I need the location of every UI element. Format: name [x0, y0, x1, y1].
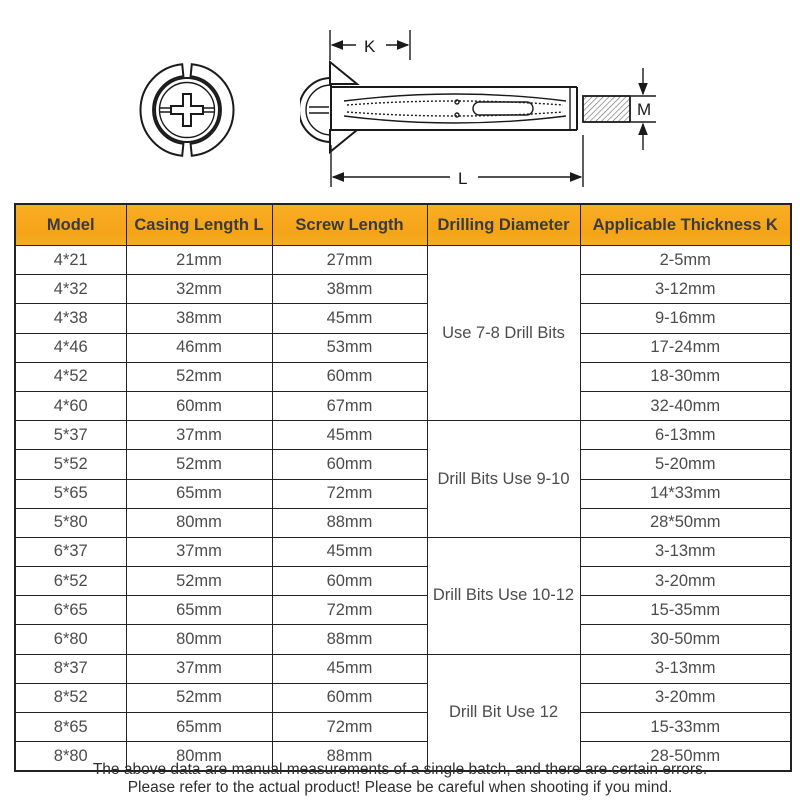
pivot-dot-bottom: [455, 113, 459, 117]
casing-length-cell: 37mm: [126, 654, 272, 683]
applicable-thickness-cell: 15-35mm: [580, 596, 791, 625]
table-row: [15, 304, 791, 333]
screw-length-cell: 88mm: [272, 742, 427, 772]
casing-length-cell: 52mm: [126, 450, 272, 479]
drilling-diameter-cell: Use 7-8 Drill Bits: [427, 246, 580, 421]
center-slot-oval: [473, 102, 533, 115]
front-view-diagram: [132, 55, 244, 167]
model-cell: 4*60: [15, 391, 126, 420]
screw-length-cell: 72mm: [272, 479, 427, 508]
applicable-thickness-cell: 9-16mm: [580, 304, 791, 333]
flange-bottom: [330, 130, 357, 152]
column-header-drilling-diameter: Drilling Diameter: [427, 204, 580, 246]
applicable-thickness-cell: 3-12mm: [580, 275, 791, 304]
casing-length-cell: 80mm: [126, 625, 272, 654]
drilling-diameter-cell: Drill Bits Use 10-12: [427, 537, 580, 654]
model-cell: 4*46: [15, 333, 126, 362]
table-header-row: [15, 204, 791, 246]
casing-length-cell: 65mm: [126, 479, 272, 508]
screw-length-cell: 53mm: [272, 333, 427, 362]
model-cell: 4*52: [15, 362, 126, 391]
applicable-thickness-cell: 28-50mm: [580, 742, 791, 772]
threaded-stub: [583, 96, 630, 122]
screw-length-cell: 60mm: [272, 567, 427, 596]
casing-length-cell: 21mm: [126, 246, 272, 275]
head-disc: [300, 78, 331, 142]
applicable-thickness-cell: 15-33mm: [580, 713, 791, 742]
casing-length-cell: 52mm: [126, 683, 272, 712]
flap-top-edge: [344, 94, 566, 101]
table-row: [15, 391, 791, 420]
table-row: [15, 537, 791, 566]
table-row: [15, 333, 791, 362]
applicable-thickness-cell: 17-24mm: [580, 333, 791, 362]
model-cell: 8*52: [15, 683, 126, 712]
table-row: [15, 246, 791, 275]
screw-length-cell: 72mm: [272, 596, 427, 625]
model-cell: 5*52: [15, 450, 126, 479]
model-cell: 5*80: [15, 508, 126, 537]
flange-top: [330, 62, 357, 84]
model-cell: 6*52: [15, 567, 126, 596]
casing-length-cell: 80mm: [126, 508, 272, 537]
footer-note: [0, 761, 800, 796]
column-header-casing-length: Casing Length L: [126, 204, 272, 246]
model-cell: 6*37: [15, 537, 126, 566]
applicable-thickness-cell: 3-13mm: [580, 654, 791, 683]
screw-length-cell: 45mm: [272, 304, 427, 333]
table-row: [15, 362, 791, 391]
screw-length-cell: 45mm: [272, 654, 427, 683]
applicable-thickness-cell: 6-13mm: [580, 421, 791, 450]
casing-length-cell: 65mm: [126, 713, 272, 742]
table-row: [15, 275, 791, 304]
casing-length-cell: 52mm: [126, 362, 272, 391]
drilling-diameter-cell: Drill Bit Use 12: [427, 654, 580, 771]
drilling-diameter-cell: Drill Bits Use 9-10: [427, 421, 580, 538]
column-header-model: Model: [15, 204, 126, 246]
casing-length-cell: 80mm: [126, 742, 272, 772]
table-row: [15, 567, 791, 596]
dimension-l: [331, 135, 583, 188]
anchor-front-view: [140, 64, 233, 156]
applicable-thickness-cell: 3-13mm: [580, 537, 791, 566]
casing-length-cell: 60mm: [126, 391, 272, 420]
casing-length-cell: 65mm: [126, 596, 272, 625]
spec-table: [14, 203, 792, 772]
model-cell: 8*37: [15, 654, 126, 683]
model-cell: 4*32: [15, 275, 126, 304]
applicable-thickness-cell: 14*33mm: [580, 479, 791, 508]
dim-label-m: M: [637, 100, 652, 119]
dim-label-k: K: [364, 37, 376, 56]
screw-length-cell: 88mm: [272, 508, 427, 537]
table-row: [15, 596, 791, 625]
dimension-k: [330, 30, 410, 60]
table-row: [15, 479, 791, 508]
screw-length-cell: 88mm: [272, 625, 427, 654]
column-header-applicable-thickness: Applicable Thickness K: [580, 204, 791, 246]
screw-length-cell: 45mm: [272, 421, 427, 450]
model-cell: 6*80: [15, 625, 126, 654]
applicable-thickness-cell: 5-20mm: [580, 450, 791, 479]
table-row: [15, 450, 791, 479]
screw-length-cell: 60mm: [272, 683, 427, 712]
column-header-screw-length: Screw Length: [272, 204, 427, 246]
flap-bottom-edge: [344, 116, 566, 123]
casing-length-cell: 37mm: [126, 421, 272, 450]
model-cell: 4*38: [15, 304, 126, 333]
applicable-thickness-cell: 30-50mm: [580, 625, 791, 654]
screw-length-cell: 45mm: [272, 537, 427, 566]
model-cell: 4*21: [15, 246, 126, 275]
screw-length-cell: 72mm: [272, 713, 427, 742]
casing-length-cell: 52mm: [126, 567, 272, 596]
anchor-side-view: [300, 62, 630, 152]
footer-line-2: Please refer to the actual product! Please be careful when shooting if you mind.: [127, 778, 673, 796]
casing-length-cell: 38mm: [126, 304, 272, 333]
table-row: [15, 508, 791, 537]
casing-length-cell: 32mm: [126, 275, 272, 304]
applicable-thickness-cell: 28*50mm: [580, 508, 791, 537]
screw-length-cell: 67mm: [272, 391, 427, 420]
dimension-m: [631, 68, 656, 150]
table-row: [15, 683, 791, 712]
footer-line-1: The above data are manual measurements of a single batch, and there are certain errors.: [92, 761, 708, 778]
model-cell: 5*37: [15, 421, 126, 450]
applicable-thickness-cell: 3-20mm: [580, 683, 791, 712]
spec-table-body: [15, 246, 791, 772]
applicable-thickness-cell: 3-20mm: [580, 567, 791, 596]
table-row: [15, 625, 791, 654]
model-cell: 5*65: [15, 479, 126, 508]
side-view-diagram: [300, 15, 675, 200]
screw-length-cell: 38mm: [272, 275, 427, 304]
screw-length-cell: 27mm: [272, 246, 427, 275]
screw-length-cell: 60mm: [272, 362, 427, 391]
casing-length-cell: 46mm: [126, 333, 272, 362]
model-cell: 8*80: [15, 742, 126, 772]
pivot-dot-top: [455, 100, 459, 104]
applicable-thickness-cell: 2-5mm: [580, 246, 791, 275]
table-row: [15, 713, 791, 742]
applicable-thickness-cell: 18-30mm: [580, 362, 791, 391]
casing-length-cell: 37mm: [126, 537, 272, 566]
table-row: [15, 654, 791, 683]
applicable-thickness-cell: 32-40mm: [580, 391, 791, 420]
model-cell: 6*65: [15, 596, 126, 625]
model-cell: 8*65: [15, 713, 126, 742]
table-row: [15, 421, 791, 450]
dim-label-l: L: [458, 169, 468, 188]
screw-length-cell: 60mm: [272, 450, 427, 479]
